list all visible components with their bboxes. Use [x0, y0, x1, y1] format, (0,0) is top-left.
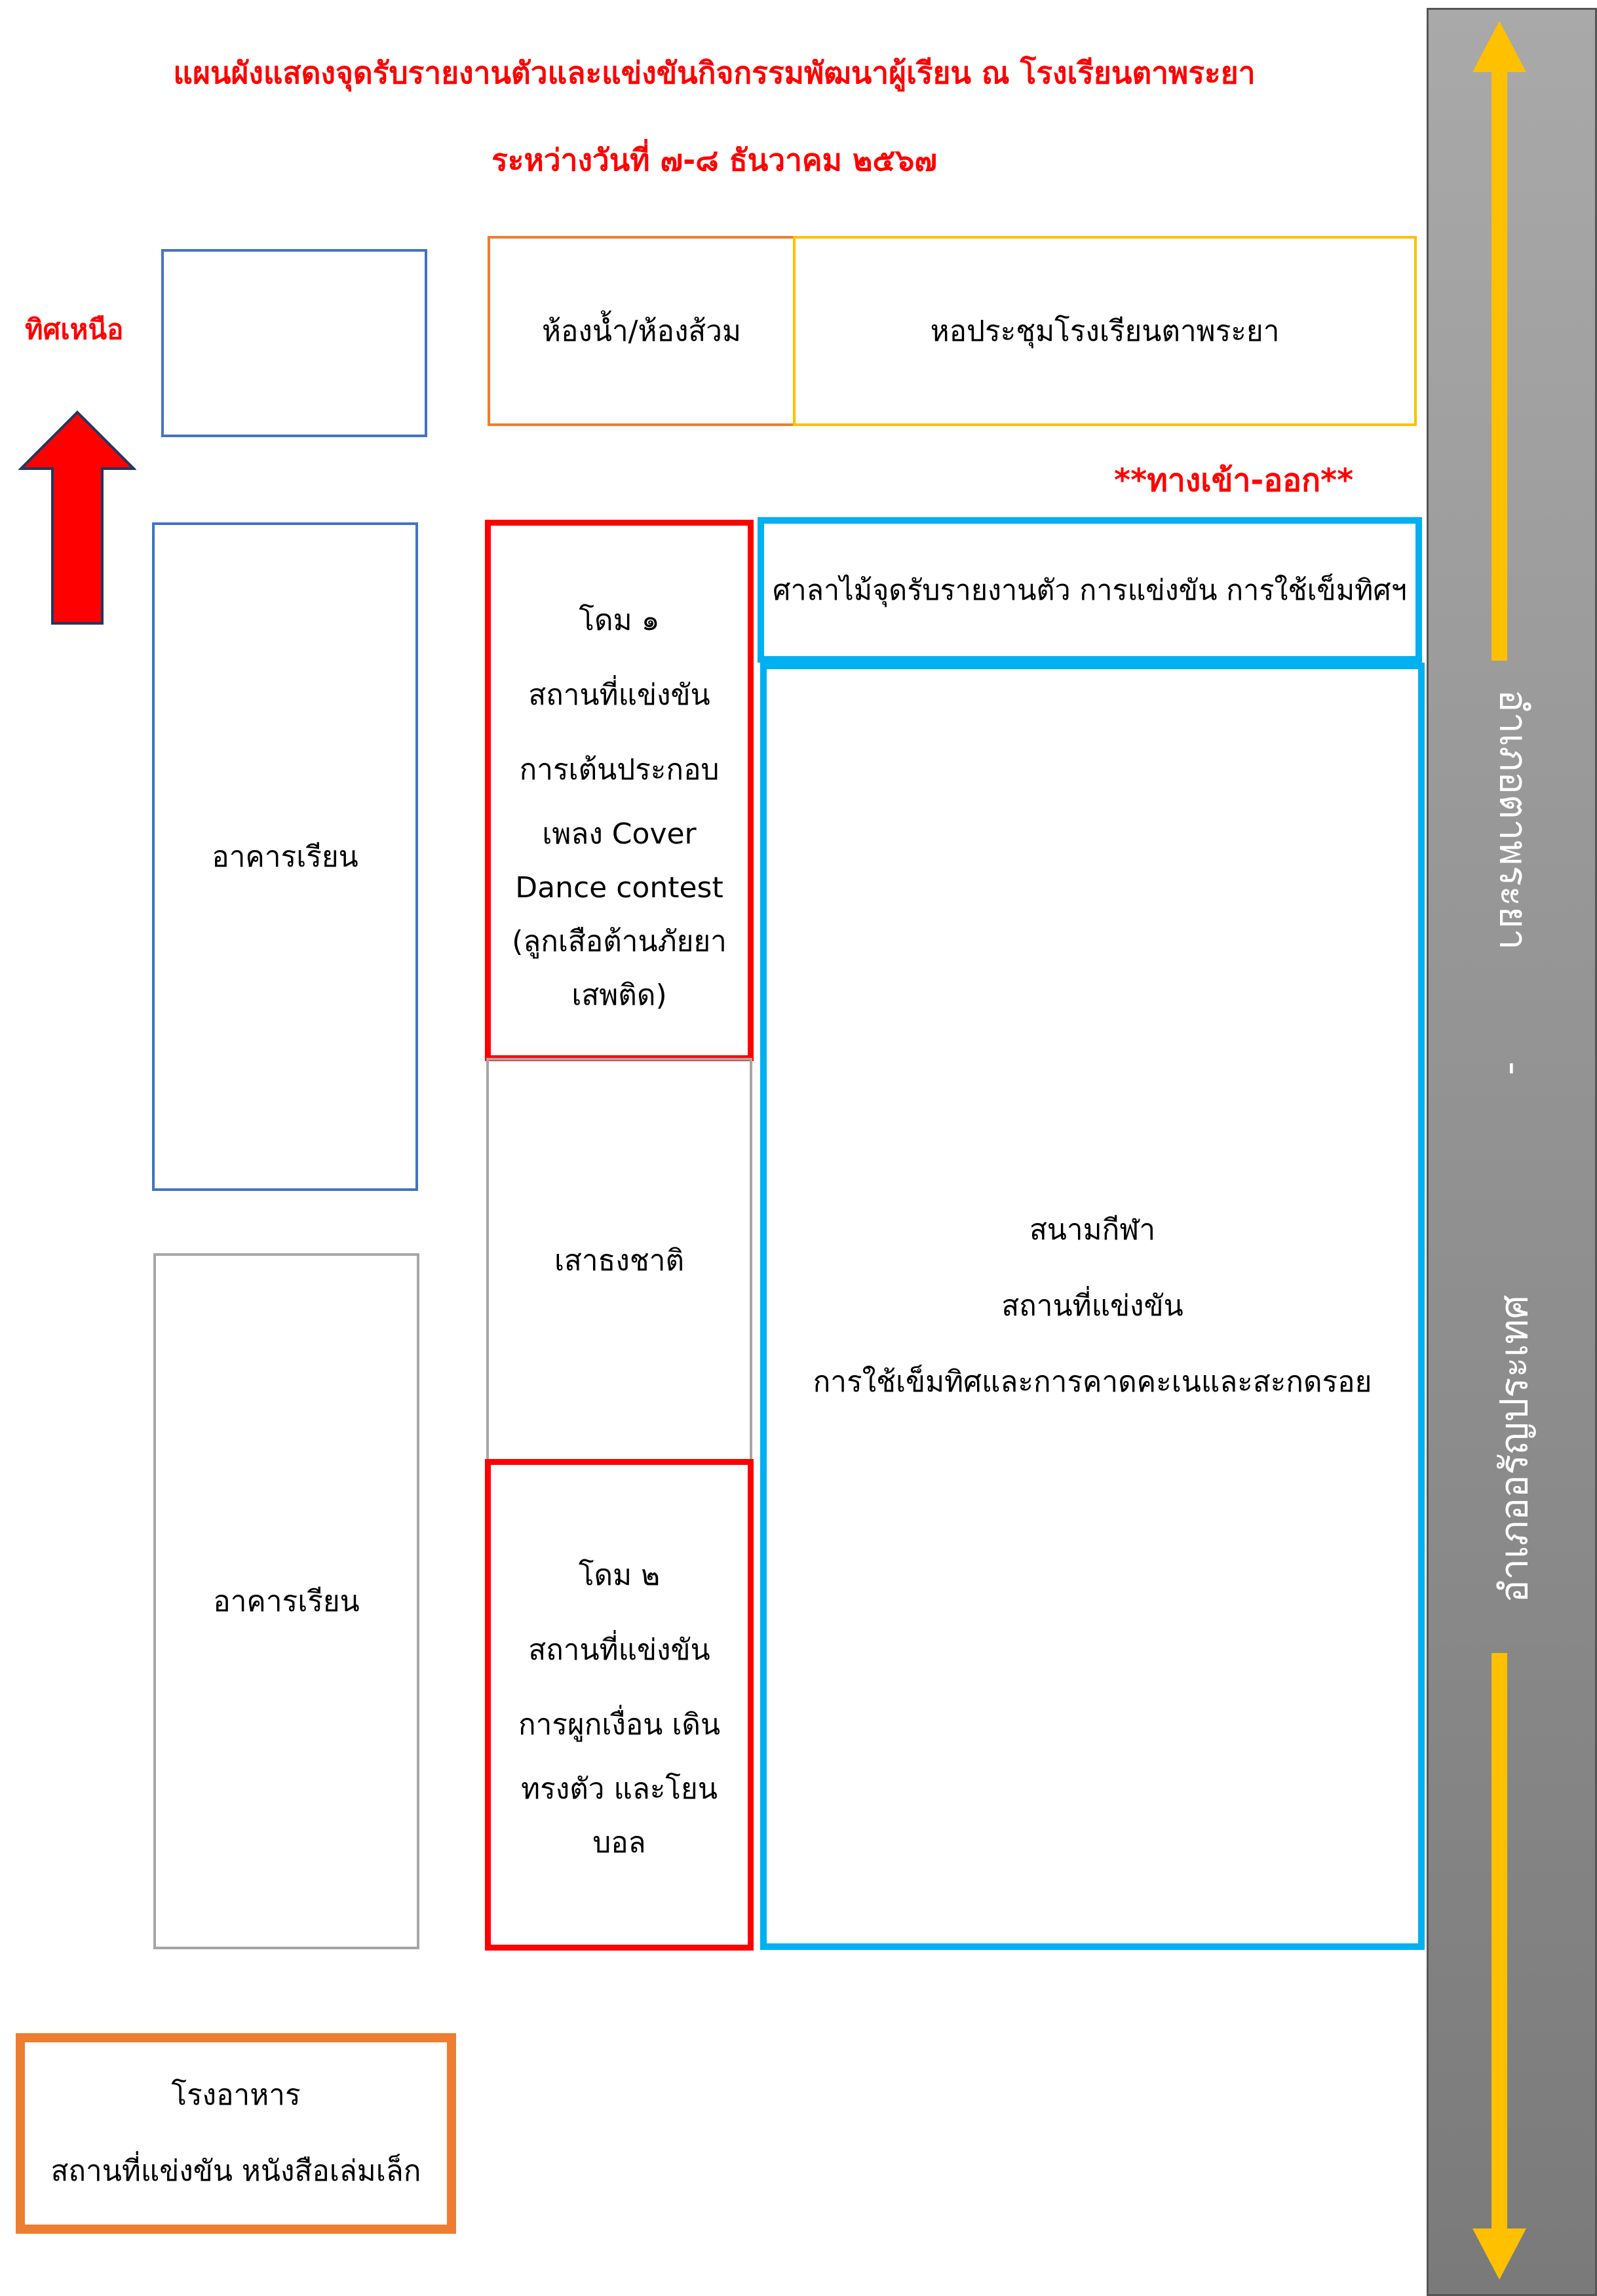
north-label: ทิศเหนือ: [25, 313, 124, 345]
meeting-hall-label: หอประชุมโรงเรียนตาพระยา: [930, 315, 1280, 348]
page-title: แผนผังแสดงจุดรับรายงานตัวและแข่งขันกิจกรรมพัฒนาผู้เรียน ณ โรงเรียนตาพระยา: [173, 55, 1256, 90]
sports-field-activity: การใช้เข็มทิศและการคาดคะเนและสะกดรอย: [813, 1365, 1372, 1399]
empty-building: [161, 249, 427, 437]
classroom-building-2: [153, 1253, 419, 1949]
canteen-name: โรงอาหาร: [171, 2078, 301, 2112]
page-subtitle: ระหว่างวันที่ ๗-๘ ธันวาคม ๒๕๖๗: [491, 142, 937, 178]
sports-field-subtitle: สถานที่แข่งขัน: [1001, 1289, 1183, 1323]
road-separator: -: [1491, 1061, 1536, 1076]
classroom-building-1: [152, 522, 418, 1191]
sports-field-box: [760, 663, 1425, 1950]
restroom-label: ห้องน้ำ/ห้องส้วม: [541, 315, 741, 348]
dome-1-activity-line: การเต้นประกอบ: [519, 753, 720, 787]
flagpole-area: [486, 1058, 752, 1463]
north-arrow-icon: [18, 410, 136, 626]
dome-1-activity-line: (ลูกเสือต้านภัยยา: [512, 925, 727, 958]
pavilion-box: [758, 517, 1422, 663]
road-arrow-down-icon: [1470, 1652, 1529, 2281]
dome-1-name: โดม ๑: [579, 604, 660, 637]
canteen-box: [16, 2033, 456, 2234]
dome-1-activity-line: เพลง Cover: [542, 817, 697, 851]
meeting-hall-box: [793, 236, 1417, 426]
dome-2-box: [485, 1459, 754, 1951]
dome-1-activity-line: เสพติด): [571, 979, 667, 1012]
dome-1-box: [485, 520, 754, 1061]
dome-2-activity-line: ทรงตัว และโยน: [521, 1772, 718, 1806]
canteen-activity: สถานที่แข่งขัน หนังสือเล่มเล็ก: [50, 2154, 421, 2188]
dome-2-activity-line: บอล: [592, 1826, 646, 1859]
flagpole-label: เสาธงชาติ: [554, 1244, 685, 1277]
pavilion-label: ศาลาไม้จุดรับรายงานตัว การแข่งขัน การใช้เข็มทิศฯ: [773, 574, 1407, 607]
road-label-ta-phraya: อำเภอตาพระยา: [1491, 689, 1536, 950]
road-label-bottom-wrap: [1429, 1278, 1597, 1619]
road-arrow-up-icon: [1470, 20, 1529, 662]
dome-1-subtitle: สถานที่แข่งขัน: [528, 678, 710, 712]
dome-2-subtitle: สถานที่แข่งขัน: [528, 1633, 710, 1667]
entrance-label: **ทางเข้า-ออก**: [1114, 462, 1354, 499]
dome-2-activity-line: การผูกเงื่อน เดิน: [518, 1708, 721, 1741]
road-separator-wrap: [1429, 1042, 1597, 1095]
dome-1-activity-line: Dance contest: [515, 871, 723, 905]
sports-field-name: สนามกีฬา: [1029, 1213, 1156, 1247]
road-label-top-wrap: [1429, 688, 1597, 950]
restroom-box: [488, 236, 796, 426]
classroom-2-label: อาคารเรียน: [213, 1585, 360, 1618]
dome-2-name: โดม ๒: [578, 1559, 661, 1592]
road-label-aranyaprathet: อำเภออรัญประเทศ: [1491, 1294, 1537, 1603]
classroom-1-label: อาคารเรียน: [212, 840, 358, 874]
